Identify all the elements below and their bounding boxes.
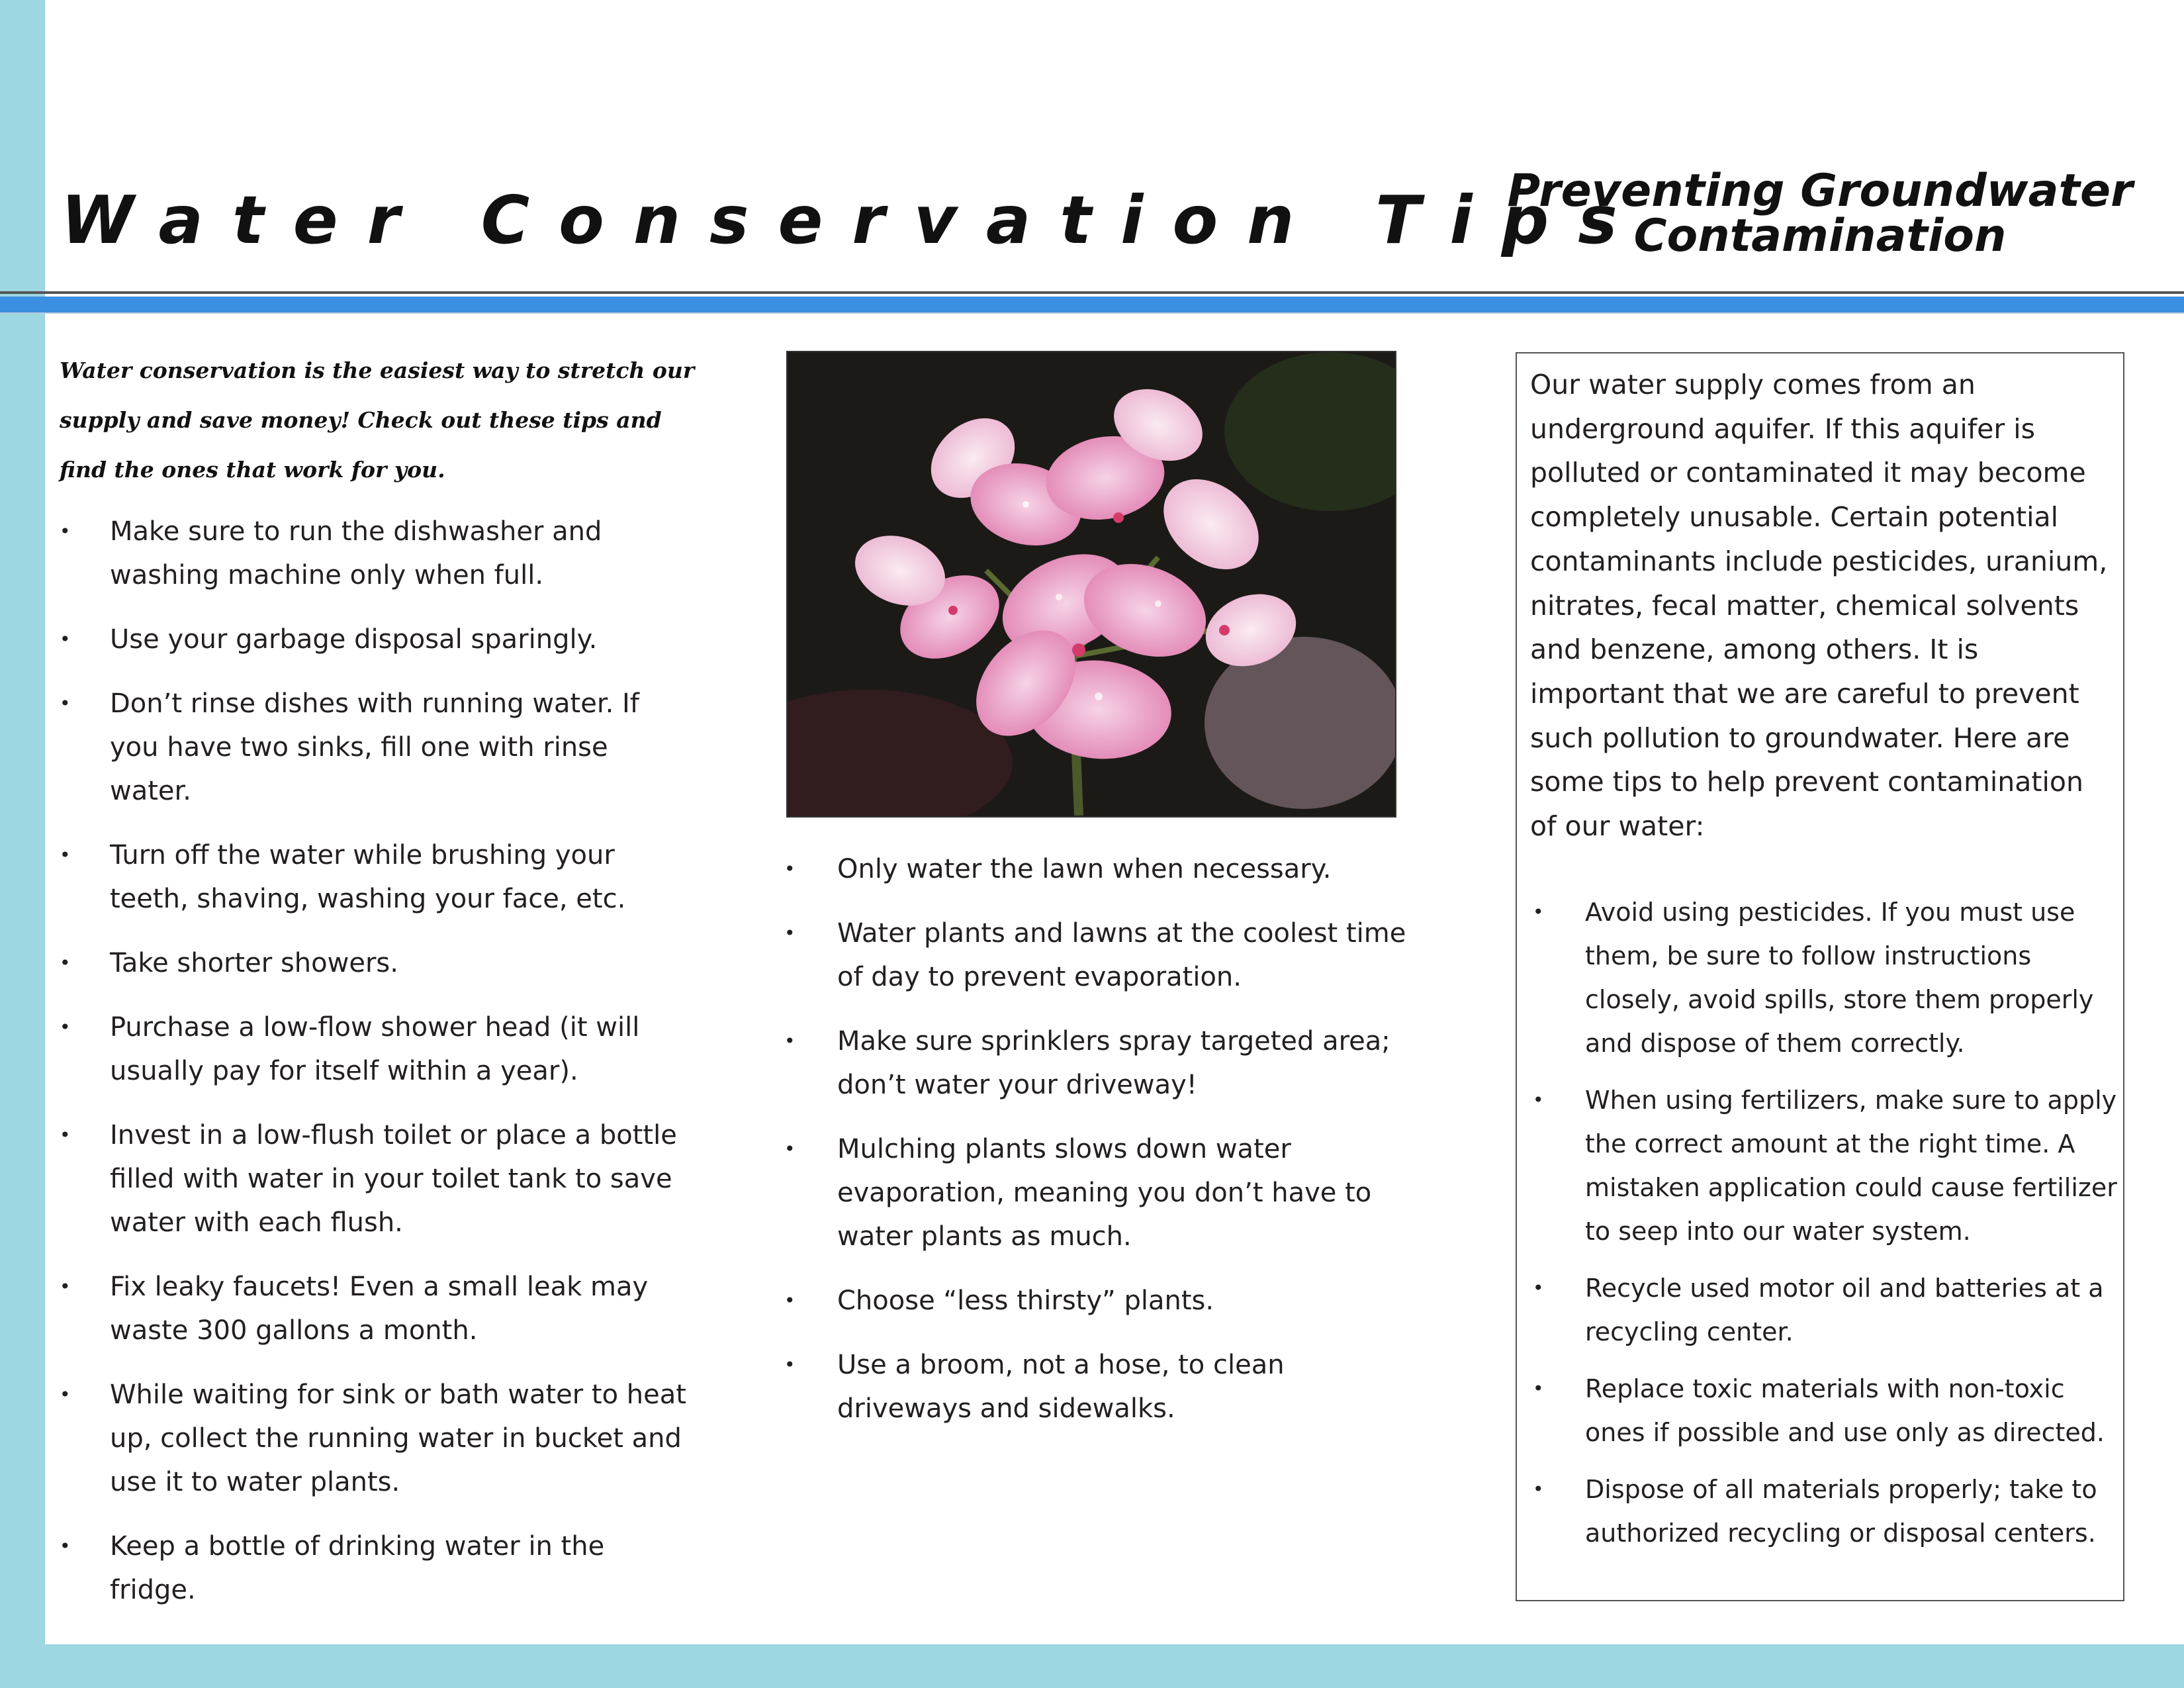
left-accent-bar [0, 0, 45, 1688]
indoor-tips-list [60, 510, 688, 1632]
list-item: • Choose “less thirsty” plants. [784, 1279, 1413, 1323]
list-item: • Only water the lawn when necessary. [784, 847, 1413, 891]
groundwater-tips-list [1530, 890, 2119, 1568]
list-item: • Replace toxic materials with non-toxic ones if possible and use only as directed. [1530, 1367, 2119, 1454]
groundwater-paragraph: Our water supply comes from an underground aquifer. If this aquifer is polluted or contaminated it may become completely unusable. Certain potential contaminants include pesticides, uranium, nitrates, fecal matter, chemical solvents and benzene, among others. It is important that we are careful to prevent such pollution to groundwater. Here are some tips to help prevent contamination of our water: [1530, 369, 2108, 843]
list-item: • When using fertilizers, make sure to apply the correct amount at the right time. A mistaken application could cause fertilizer to seep into our water system. [1530, 1078, 2119, 1253]
list-item: • Water plants and lawns at the coolest time of day to prevent evaporation. [784, 912, 1413, 999]
flower-photo [786, 351, 1396, 818]
list-item: • Dispose of all materials properly; take to authorized recycling or disposal centers. [1530, 1468, 2119, 1555]
list-item: • Keep a bottle of drinking water in the fridge. [60, 1524, 688, 1612]
list-item: • Purchase a low-flow shower head (it will usually pay for itself within a year). [60, 1006, 688, 1093]
list-item: • Don’t rinse dishes with running water. If you have two sinks, fill one with rinse water. [60, 682, 688, 813]
header-rule-blue [0, 297, 2184, 312]
list-item: • Use a broom, not a hose, to clean driveways and sidewalks. [784, 1343, 1413, 1430]
list-item: • Make sure to run the dishwasher and washing machine only when full. [60, 510, 688, 597]
list-item: • Use your garbage disposal sparingly. [60, 618, 688, 661]
section-title-groundwater: Preventing Groundwater Contamination [1507, 165, 2133, 262]
list-item: • Take shorter showers. [60, 941, 688, 985]
header-rule-thin [0, 291, 2184, 294]
list-item: • Mulching plants slows down water evaporation, meaning you don’t have to water plants as much. [784, 1127, 1413, 1258]
list-item: • Make sure sprinklers spray targeted area; don’t water your driveway! [784, 1019, 1413, 1107]
list-item: • Recycle used motor oil and batteries at a recycling center. [1530, 1266, 2119, 1354]
list-item: • Avoid using pesticides. If you must use them, be sure to follow instructions closely, avoid spills, store them properly and dispose of them correctly. [1530, 890, 2119, 1065]
list-item: • Turn off the water while brushing your teeth, shaving, washing your face, etc. [60, 833, 688, 921]
outdoor-tips-list [784, 847, 1413, 1451]
pink-geranium-illustration [788, 352, 1395, 816]
list-item: • While waiting for sink or bath water to heat up, collect the running water in bucket and use it to water plants. [60, 1373, 688, 1504]
list-item: • Fix leaky faucets! Even a small leak may waste 300 gallons a month. [60, 1265, 688, 1352]
intro-text: Water conservation is the easiest way to stretch our supply and save money! Check out these tips and find the ones that work for you. [60, 357, 695, 483]
header-rule-light [0, 312, 2184, 314]
page-title: Water Conservation Tips [61, 181, 1647, 259]
bottom-accent-bar [0, 1644, 2184, 1688]
list-item: • Invest in a low-flush toilet or place a bottle filled with water in your toilet tank to save water with each flush. [60, 1113, 688, 1244]
